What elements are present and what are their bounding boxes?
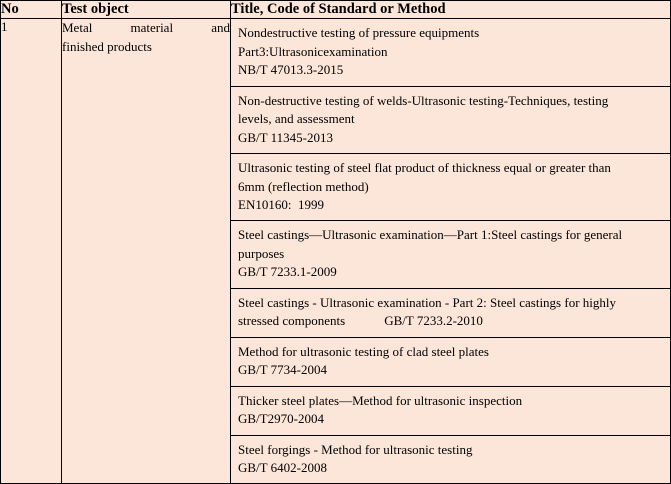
standard-entry bbox=[231, 221, 670, 288]
test-object-line-2: finished products bbox=[62, 39, 152, 55]
standard-entry bbox=[231, 386, 670, 435]
test-object-line-1: Metal material and bbox=[62, 20, 230, 36]
standard-line: Method for ultrasonic testing of clad steel plates bbox=[238, 343, 489, 359]
column-header-no: No bbox=[1, 1, 62, 19]
standard-line: Steel castings - Ultrasonic examination - Part 2: Steel castings for highly bbox=[238, 294, 617, 310]
column-header-test-object: Test object bbox=[62, 1, 231, 19]
row-number-cell bbox=[1, 19, 62, 484]
standards-list-cell bbox=[231, 19, 671, 484]
standard-entry bbox=[231, 337, 670, 386]
standard-entry-cell bbox=[231, 154, 670, 221]
standard-entry bbox=[231, 154, 670, 221]
standard-line: purposes bbox=[238, 245, 285, 261]
standard-code: GB/T2970-2004 bbox=[238, 411, 324, 427]
standard-code: NB/T 47013.3-2015 bbox=[238, 62, 344, 78]
standard-line: Steel forgings - Method for ultrasonic testing bbox=[238, 441, 473, 457]
standard-code: GB/T 6402-2008 bbox=[238, 460, 327, 475]
standard-line: Part3:Ultrasonicexamination bbox=[238, 43, 388, 59]
standard-line: levels, and assessment bbox=[238, 111, 355, 127]
standard-entry bbox=[231, 19, 670, 86]
standard-code: stressed components GB/T 7233.2-2010 bbox=[238, 313, 483, 329]
table-row bbox=[1, 19, 671, 484]
standard-entry-cell bbox=[231, 435, 670, 483]
table-header-row bbox=[1, 1, 671, 19]
standard-code: GB/T 11345-2013 bbox=[238, 129, 333, 145]
row-number-value: 1 bbox=[1, 19, 8, 35]
standard-entry bbox=[231, 435, 670, 483]
standard-code: GB/T 7734-2004 bbox=[238, 362, 327, 378]
standard-line: Steel castings—Ultrasonic examination—Part 1:Steel castings for general bbox=[238, 227, 623, 243]
standard-line: Ultrasonic testing of steel flat product of thickness equal or greater than bbox=[238, 160, 611, 176]
standard-code: EN10160: 1999 bbox=[238, 197, 324, 213]
standard-entry-cell bbox=[231, 386, 670, 435]
standard-entry-cell bbox=[231, 288, 670, 337]
standard-entry-cell bbox=[231, 221, 670, 288]
standard-entry-cell bbox=[231, 337, 670, 386]
standard-entry-cell bbox=[231, 86, 670, 153]
standard-entry bbox=[231, 288, 670, 337]
standard-line: Thicker steel plates—Method for ultrasonic inspection bbox=[238, 392, 523, 408]
standard-entry bbox=[231, 86, 670, 153]
column-header-title-code: Title, Code of Standard or Method bbox=[231, 1, 671, 19]
test-object-cell bbox=[62, 19, 231, 484]
standard-line: Nondestructive testing of pressure equipments bbox=[238, 25, 480, 41]
standard-code: GB/T 7233.1-2009 bbox=[238, 264, 337, 280]
standard-line: Non-destructive testing of welds-Ultrasonic testing-Techniques, testing bbox=[238, 92, 609, 108]
standard-line: 6mm (reflection method) bbox=[238, 178, 369, 194]
standard-entry-cell bbox=[231, 19, 670, 86]
standards-inner-table bbox=[231, 19, 670, 483]
